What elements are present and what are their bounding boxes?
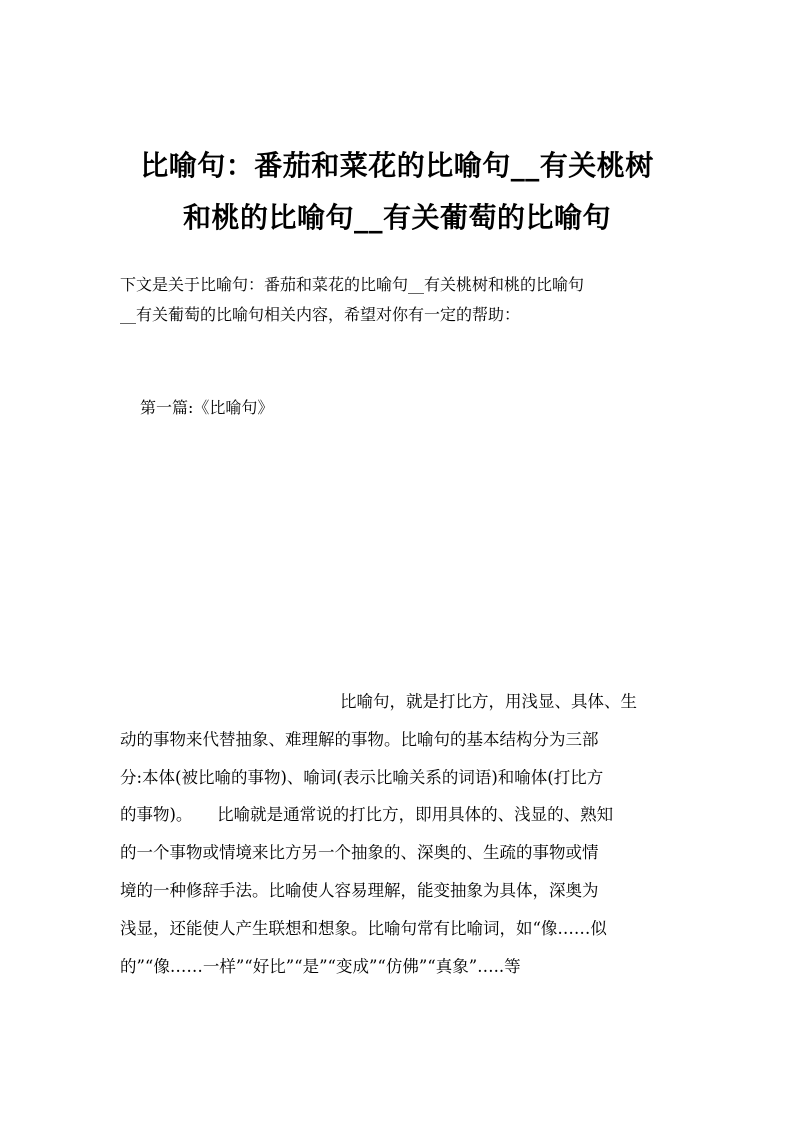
body-line: 的一个事物或情境来比方另一个抽象的、深奥的、生疏的事物或情 bbox=[120, 843, 599, 863]
intro-line: __有关葡萄的比喻句相关内容，希望对你有一定的帮助： bbox=[120, 305, 521, 324]
document-title bbox=[100, 140, 694, 244]
body-line: 分:本体(被比喻的事物)、喻词(表示比喻关系的词语)和喻体(打比方 bbox=[120, 767, 604, 787]
body-line: 的”“像……一样”“好比”“是”“变成”“仿佛”“真象”…..等 bbox=[120, 956, 521, 976]
body-line: 境的一种修辞手法。比喻使人容易理解，能变抽象为具体，深奥为 bbox=[120, 880, 599, 900]
body-line: 的事物)。 比喻就是通常说的打比方，即用具体的、浅显的、熟知 bbox=[120, 805, 614, 825]
intro-paragraph bbox=[120, 270, 680, 330]
title-line: 比喻句：番茄和菜花的比喻句__有关桃树 bbox=[140, 149, 654, 182]
body-paragraph bbox=[120, 683, 680, 985]
intro-line: 下文是关于比喻句：番茄和菜花的比喻句__有关桃树和桃的比喻句 bbox=[120, 275, 585, 294]
body-line: 动的事物来代替抽象、难理解的事物。比喻句的基本结构分为三部 bbox=[120, 729, 599, 749]
title-line: 和桃的比喻句__有关葡萄的比喻句 bbox=[182, 201, 611, 234]
section-heading: 第一篇:《比喻句》 bbox=[140, 398, 274, 417]
body-line: 比喻句，就是打比方，用浅显、具体、生 bbox=[340, 692, 637, 711]
body-line: 浅显，还能使人产生联想和想象。比喻句常有比喻词，如“像……似 bbox=[120, 918, 607, 938]
